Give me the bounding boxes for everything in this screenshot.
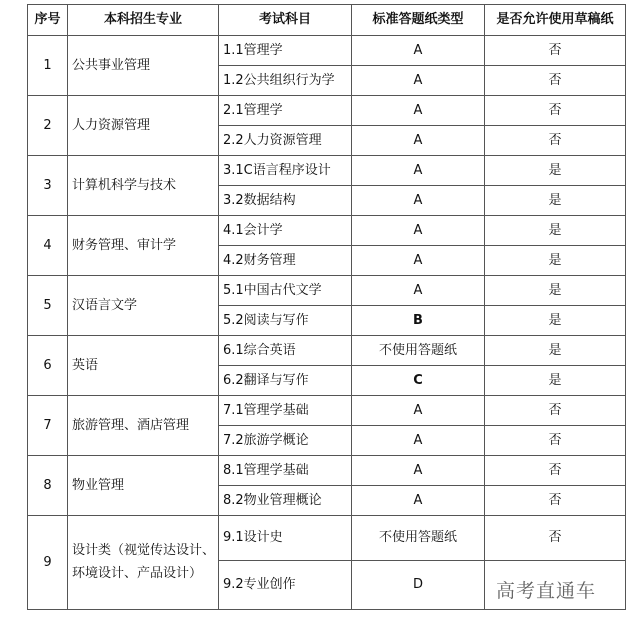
table-row xyxy=(28,516,626,561)
row-draft-allowed: 是 xyxy=(485,336,626,366)
row-subject: 6.1综合英语 xyxy=(219,336,352,366)
row-index: 2 xyxy=(28,96,68,156)
row-paper-type: 不使用答题纸 xyxy=(352,516,485,561)
header-major: 本科招生专业 xyxy=(68,5,219,36)
exam-subject-table xyxy=(27,4,626,610)
row-index: 8 xyxy=(28,456,68,516)
table-header-row xyxy=(28,5,626,36)
row-draft-allowed: 是 xyxy=(485,216,626,246)
row-paper-type: C xyxy=(352,366,485,396)
header-subject: 考试科目 xyxy=(219,5,352,36)
row-subject: 5.1中国古代文学 xyxy=(219,276,352,306)
row-draft-allowed: 否 xyxy=(485,126,626,156)
row-draft-allowed: 是 xyxy=(485,306,626,336)
row-subject: 7.2旅游学概论 xyxy=(219,426,352,456)
row-draft-allowed: 否 xyxy=(485,516,626,561)
row-subject: 2.2人力资源管理 xyxy=(219,126,352,156)
row-index: 9 xyxy=(28,516,68,610)
row-draft-allowed: 否 xyxy=(485,426,626,456)
exam-table-container xyxy=(27,4,625,610)
row-subject: 8.1管理学基础 xyxy=(219,456,352,486)
row-subject: 4.2财务管理 xyxy=(219,246,352,276)
row-subject: 8.2物业管理概论 xyxy=(219,486,352,516)
table-row xyxy=(28,156,626,186)
table-row xyxy=(28,336,626,366)
row-index: 4 xyxy=(28,216,68,276)
table-row xyxy=(28,96,626,126)
row-draft-allowed: 否 xyxy=(485,96,626,126)
row-paper-type: A xyxy=(352,276,485,306)
row-paper-type: A xyxy=(352,456,485,486)
row-draft-allowed: 否 xyxy=(485,396,626,426)
row-draft-allowed: 否 xyxy=(485,456,626,486)
row-index: 6 xyxy=(28,336,68,396)
row-subject: 3.2数据结构 xyxy=(219,186,352,216)
row-paper-type: A xyxy=(352,246,485,276)
row-paper-type: A xyxy=(352,186,485,216)
row-draft-allowed: 是 xyxy=(485,246,626,276)
row-paper-type: A xyxy=(352,66,485,96)
table-row xyxy=(28,276,626,306)
row-major: 人力资源管理 xyxy=(68,96,219,156)
row-draft-allowed: 否 xyxy=(485,36,626,66)
row-paper-type: B xyxy=(352,306,485,336)
row-paper-type: A xyxy=(352,216,485,246)
row-subject: 9.1设计史 xyxy=(219,516,352,561)
row-index: 3 xyxy=(28,156,68,216)
header-paper-type: 标准答题纸类型 xyxy=(352,5,485,36)
row-subject: 6.2翻译与写作 xyxy=(219,366,352,396)
table-row xyxy=(28,456,626,486)
row-major: 汉语言文学 xyxy=(68,276,219,336)
row-major: 英语 xyxy=(68,336,219,396)
row-draft-allowed: 否 xyxy=(485,66,626,96)
row-subject: 4.1会计学 xyxy=(219,216,352,246)
watermark-text: 高考直通车 xyxy=(496,580,597,602)
row-subject: 2.1管理学 xyxy=(219,96,352,126)
row-subject: 1.1管理学 xyxy=(219,36,352,66)
row-major: 计算机科学与技术 xyxy=(68,156,219,216)
header-draft-allowed: 是否允许使用草稿纸 xyxy=(485,5,626,36)
row-paper-type: A xyxy=(352,156,485,186)
row-subject: 7.1管理学基础 xyxy=(219,396,352,426)
row-subject: 1.2公共组织行为学 xyxy=(219,66,352,96)
row-paper-type: A xyxy=(352,126,485,156)
row-draft-allowed: 否 xyxy=(485,486,626,516)
row-draft-allowed: 是 xyxy=(485,366,626,396)
row-subject: 3.1C语言程序设计 xyxy=(219,156,352,186)
row-paper-type: A xyxy=(352,426,485,456)
table-row xyxy=(28,396,626,426)
row-major: 公共事业管理 xyxy=(68,36,219,96)
header-index: 序号 xyxy=(28,5,68,36)
row-draft-allowed: 是 xyxy=(485,276,626,306)
row-major: 旅游管理、酒店管理 xyxy=(68,396,219,456)
row-subject: 5.2阅读与写作 xyxy=(219,306,352,336)
row-major: 物业管理 xyxy=(68,456,219,516)
row-paper-type: A xyxy=(352,486,485,516)
row-major: 设计类（视觉传达设计、环境设计、产品设计） xyxy=(68,516,219,610)
row-draft-allowed: 是 xyxy=(485,186,626,216)
row-paper-type: D xyxy=(352,561,485,610)
row-paper-type: A xyxy=(352,396,485,426)
row-major: 财务管理、审计学 xyxy=(68,216,219,276)
table-row xyxy=(28,216,626,246)
row-paper-type: 不使用答题纸 xyxy=(352,336,485,366)
row-index: 7 xyxy=(28,396,68,456)
row-subject: 9.2专业创作 xyxy=(219,561,352,610)
row-index: 5 xyxy=(28,276,68,336)
row-paper-type: A xyxy=(352,96,485,126)
row-index: 1 xyxy=(28,36,68,96)
row-draft-allowed: 是 xyxy=(485,156,626,186)
table-row xyxy=(28,36,626,66)
row-paper-type: A xyxy=(352,36,485,66)
